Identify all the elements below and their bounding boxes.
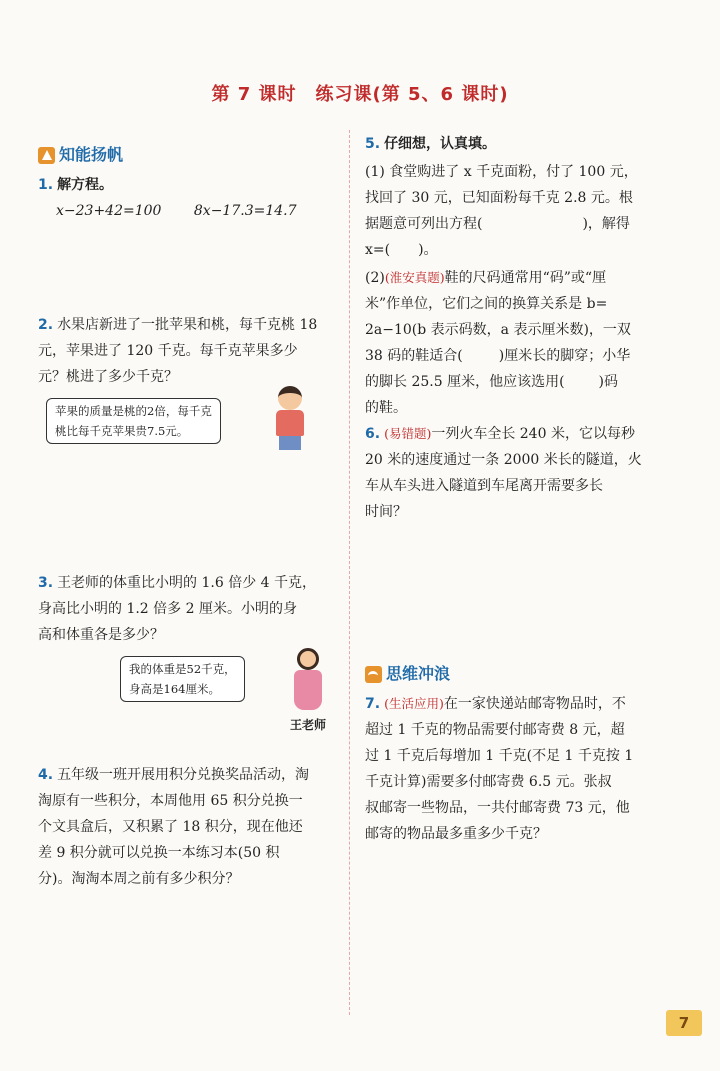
question-text: )，解得 — [582, 216, 630, 232]
question-number: 4. — [38, 767, 54, 783]
question-text: 千克计算)需要多付邮寄费 6.5 元。张叔 — [365, 774, 612, 790]
question-5-part-2 — [365, 265, 670, 421]
page-title: 第 7 课时 练习课(第 5、6 课时) — [211, 84, 509, 105]
question-text: 的脚长 25.5 厘米，他应该选用( — [365, 374, 565, 390]
question-6 — [365, 421, 670, 525]
question-text: )。 — [418, 242, 438, 258]
equation-2: 8x−17.3=14.7 — [193, 203, 297, 219]
question-text: 鞋的尺码通常用“码”或“厘 — [444, 270, 607, 286]
question-text: 2a−10(b 表示码数，a 表示厘米数)，一双 — [365, 322, 631, 338]
sail-icon — [38, 147, 55, 164]
question-text: 王老师的体重比小明的 1.6 倍少 4 千克， — [57, 575, 317, 591]
question-number: 2. — [38, 317, 54, 333]
question-text: 据题意可列出方程( — [365, 216, 483, 232]
question-text: 一列火车全长 240 米，它以每秒 — [431, 426, 635, 442]
question-text: 差 9 积分就可以兑换一本练习本(50 积 — [38, 845, 280, 861]
question-text: x=( — [365, 242, 391, 258]
column-divider — [349, 130, 350, 1015]
question-text: (1) 食堂购进了 x 千克面粉，付了 100 元， — [365, 164, 638, 180]
question-text: 高和体重各是多少？ — [38, 627, 164, 643]
hint-area — [38, 390, 338, 452]
equations — [38, 198, 338, 224]
question-text: 元，苹果进了 120 千克。每千克苹果多少 — [38, 343, 298, 359]
question-7 — [365, 691, 670, 847]
question-text: 20 米的速度通过一条 2000 米长的隧道，火 — [365, 452, 642, 468]
speech-bubble — [120, 656, 245, 702]
question-text: 车从车头进入隧道到车尾离开需要多长 — [365, 478, 603, 494]
difficulty-tag: (易错题) — [384, 426, 432, 441]
question-text: 五年级一班开展用积分兑换奖品活动，淘 — [57, 767, 310, 783]
question-heading: 解方程。 — [57, 177, 114, 193]
source-tag: (淮安真题) — [384, 270, 445, 285]
equation-1: x−23+42=100 — [56, 203, 162, 219]
section-header-advanced — [365, 661, 670, 687]
question-text: 淘原有一些积分，本周他用 65 积分兑换一 — [38, 793, 303, 809]
question-number: 1. — [38, 177, 54, 193]
page-number: 7 — [666, 1010, 702, 1036]
bubble-text: 桃比每千克苹果贵7.5元。 — [55, 424, 189, 438]
question-text: 邮寄的物品最多重多少千克？ — [365, 826, 547, 842]
section-header-basic — [38, 142, 338, 168]
question-text: 米”作单位，它们之间的换算关系是 b= — [365, 296, 608, 312]
answer-space — [365, 525, 670, 661]
question-text: 个文具盒后，又积累了 18 积分，现在他还 — [38, 819, 303, 835]
question-heading: 仔细想，认真填。 — [384, 136, 497, 152]
question-2 — [38, 312, 338, 452]
boy-illustration — [270, 386, 310, 458]
answer-space — [38, 734, 338, 762]
bubble-text: 我的体重是52千克， — [129, 662, 236, 676]
question-text: 找回了 30 元，已知面粉每千克 2.8 元。根 — [365, 190, 633, 206]
answer-space — [38, 224, 338, 312]
question-text: 分)。淘淘本周之前有多少积分？ — [38, 871, 240, 887]
question-text: )厘米长的脚穿；小华 — [498, 348, 631, 364]
question-text: 叔邮寄一些物品，一共付邮寄费 73 元，他 — [365, 800, 630, 816]
question-text: (2) — [365, 270, 385, 286]
question-text: 的鞋。 — [365, 400, 407, 416]
question-number: 6. — [365, 426, 381, 442]
question-text: 时间？ — [365, 504, 407, 520]
question-4 — [38, 762, 338, 892]
question-text: )码 — [598, 374, 619, 390]
answer-space — [38, 452, 338, 570]
hint-area — [38, 648, 338, 734]
application-tag: (生活应用) — [384, 696, 444, 711]
question-text: 过 1 千克后每增加 1 千克(不足 1 千克按 1 — [365, 748, 634, 764]
speech-bubble — [46, 398, 221, 444]
question-5 — [365, 131, 670, 421]
question-text: 元？桃进了多少千克？ — [38, 369, 178, 385]
section-title-basic: 知能扬帆 — [59, 145, 124, 164]
bubble-text: 身高是164厘米。 — [129, 682, 220, 696]
question-3 — [38, 570, 338, 734]
right-column — [365, 131, 670, 847]
question-text: 身高比小明的 1.2 倍多 2 厘米。小明的身 — [38, 601, 297, 617]
question-text: 超过 1 千克的物品需要付邮寄费 8 元，超 — [365, 722, 625, 738]
section-title-advanced: 思维冲浪 — [386, 664, 451, 683]
teacher-caption: 王老师 — [290, 718, 327, 732]
question-text: 水果店新进了一批苹果和桃，每千克桃 18 — [57, 317, 318, 333]
bubble-text: 苹果的质量是桃的2倍，每千克 — [55, 404, 212, 418]
question-number: 3. — [38, 575, 54, 591]
teacher-illustration — [290, 648, 326, 714]
question-5-part-1 — [365, 159, 670, 263]
question-text: 在一家快递站邮寄物品时，不 — [443, 696, 626, 712]
left-column — [38, 142, 338, 892]
question-number: 5. — [365, 136, 381, 152]
question-number: 7. — [365, 696, 381, 712]
wave-icon — [365, 666, 382, 683]
question-text: 38 码的鞋适合( — [365, 348, 463, 364]
question-1 — [38, 172, 338, 224]
